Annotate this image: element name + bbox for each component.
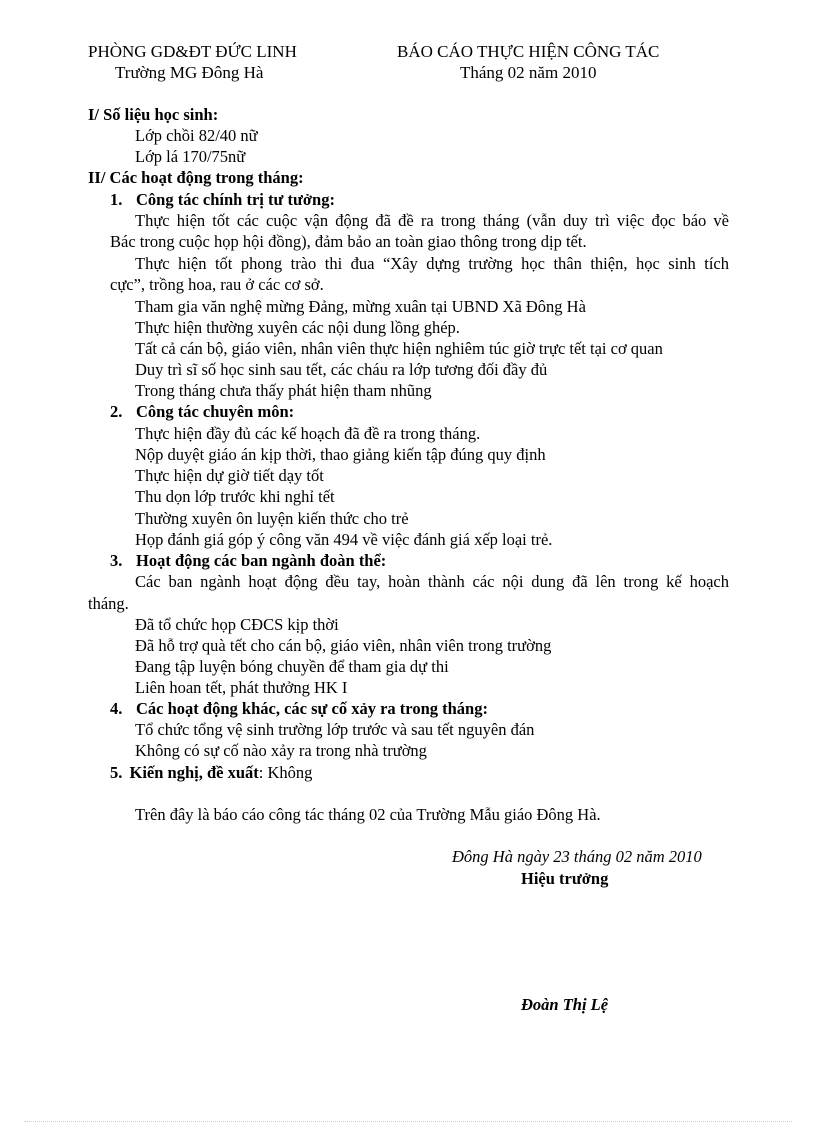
page-bottom-rule [24,1121,792,1122]
place-date: Đông Hà ngày 23 tháng 02 năm 2010 [452,847,702,866]
sub3-title: Hoạt động các ban ngành đoàn thể: [136,551,387,570]
sub3-line: Đang tập luyện bóng chuyền để tham gia dự thi [135,657,449,676]
department-name: PHÒNG GD&ĐT ĐỨC LINH [88,42,297,61]
sub1-line: Tất cả cán bộ, giáo viên, nhân viên thực hiện nghiêm túc giờ trực tết tại cơ quan [135,339,663,358]
sub2-line: Nộp duyệt giáo án kịp thời, thao giảng kiến tập đúng quy định [135,445,546,464]
sub5-title: Kiến nghị, đề xuất [129,763,259,782]
sub1-number: 1. [110,190,123,209]
sub1-line: Tham gia văn nghệ mừng Đảng, mừng xuân tại UBND Xã Đông Hà [135,297,586,316]
sub3-number: 3. [110,551,123,570]
student-count-la: Lớp lá 170/75nữ [135,147,246,166]
report-period: Tháng 02 năm 2010 [460,63,597,82]
closing-statement: Trên đây là báo cáo công tác tháng 02 của Trường Mẫu giáo Đông Hà. [135,805,601,824]
sub2-line: Thực hiện dự giờ tiết dạy tốt [135,466,324,485]
sub5-line [110,762,312,783]
sub1-line: Trong tháng chưa thấy phát hiện tham nhũng [135,381,432,400]
sub3-para-line2: tháng. [88,594,129,613]
sub3-line: Liên hoan tết, phát thưởng HK I [135,678,348,697]
sub1-line: Duy trì sĩ số học sinh sau tết, các cháu ra lớp tương đối đầy đủ [135,360,548,379]
report-title: BÁO CÁO THỰC HIỆN CÔNG TÁC [397,42,660,61]
sub3-para-line1: Các ban ngành hoạt động đều tay, hoàn thành các nội dung đã lên trong kế hoạch [135,572,729,591]
sub2-line: Họp đánh giá góp ý công văn 494 về việc đánh giá xếp loại trẻ. [135,530,553,549]
sub1-title: Công tác chính trị tư tưởng: [136,190,335,209]
student-count-choi: Lớp chồi 82/40 nữ [135,126,258,145]
sub1-para1-line1: Thực hiện tốt các cuộc vận động đã đề ra trong tháng (vẫn duy trì việc đọc báo về [135,211,729,230]
sub2-line: Thường xuyên ôn luyện kiến thức cho trẻ [135,509,409,528]
sub5-number: 5. [110,763,123,782]
sub1-para2-line1: Thực hiện tốt phong trào thi đua “Xây dựng trường học thân thiện, học sinh tích [135,254,729,273]
sub4-number: 4. [110,699,123,718]
section1-heading: I/ Số liệu học sinh: [88,105,219,124]
sub2-number: 2. [110,402,123,421]
sub1-para1-line2: Bác trong cuộc họp hội đồng), đảm bảo an toàn giao thông trong dịp tết. [110,232,587,251]
sub3-line: Đã hỗ trợ quà tết cho cán bộ, giáo viên, nhân viên trong trường [135,636,552,655]
sub4-line: Tổ chức tổng vệ sinh trường lớp trước và sau tết nguyên đán [135,720,535,739]
school-name: Trường MG Đông Hà [115,63,264,82]
sub3-line: Đã tổ chức họp CĐCS kịp thời [135,615,339,634]
sub4-line: Không có sự cố nào xảy ra trong nhà trường [135,741,427,760]
signer-name: Đoàn Thị Lệ [521,995,609,1014]
sub2-line: Thu dọn lớp trước khi nghỉ tết [135,487,335,506]
sub2-title: Công tác chuyên môn: [136,402,295,421]
sub1-para2-line2: cực”, trồng hoa, rau ở các cơ sở. [110,275,324,294]
signer-role: Hiệu trưởng [521,869,609,888]
sub2-line: Thực hiện đầy đủ các kế hoạch đã đề ra trong tháng. [135,424,481,443]
sub4-title: Các hoạt động khác, các sự cố xảy ra trong tháng: [136,699,488,718]
sub5-value: : Không [258,763,313,782]
section2-heading: II/ Các hoạt động trong tháng: [88,168,304,187]
sub1-line: Thực hiện thường xuyên các nội dung lồng ghép. [135,318,460,337]
